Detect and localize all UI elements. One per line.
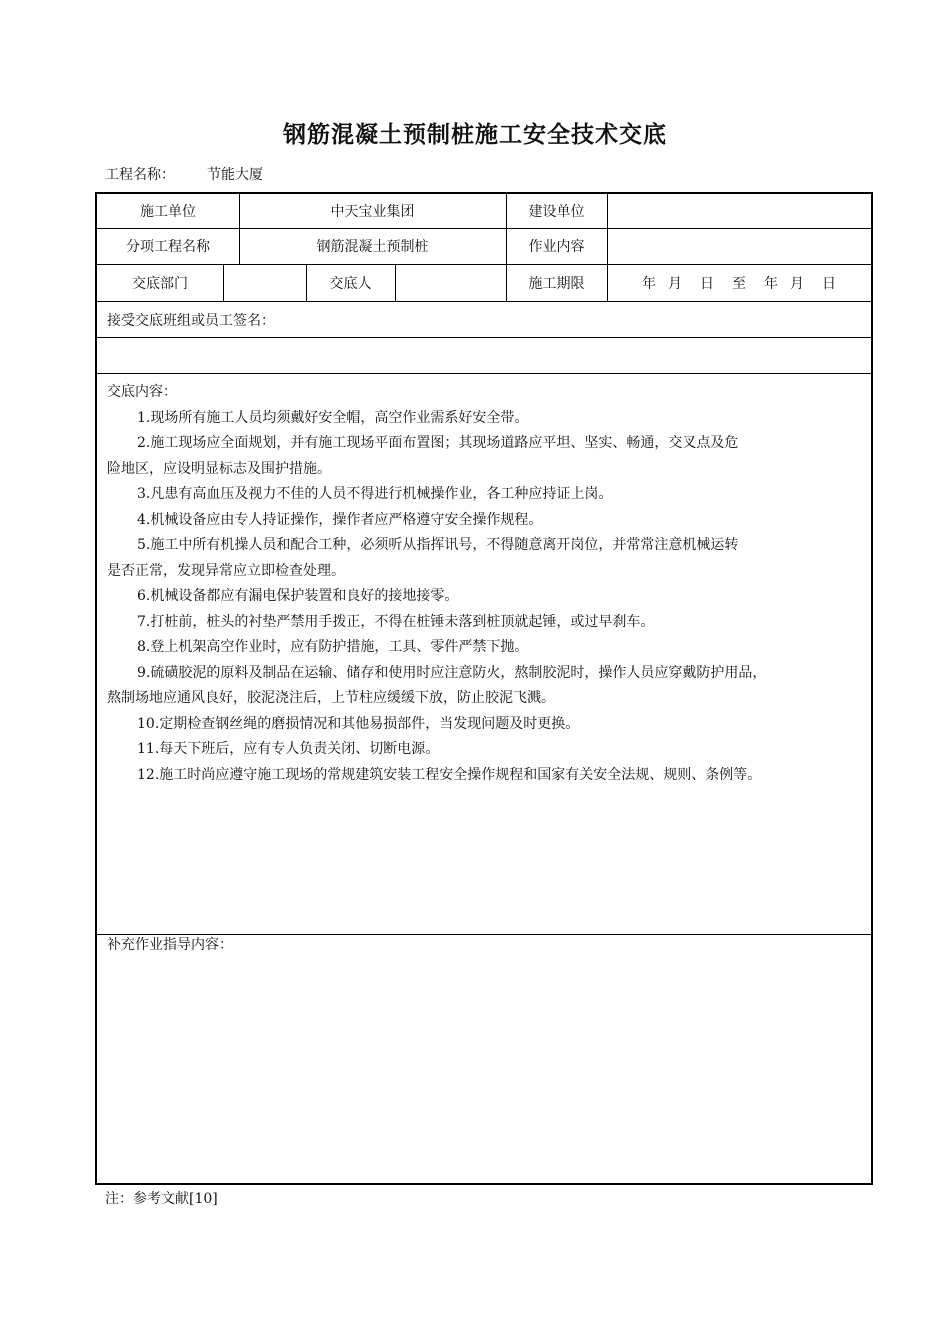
period-day-start: 日 <box>700 275 714 292</box>
content-item: 8.登上机架高空作业时，应有防护措施，工具、零件严禁下抛。 <box>137 639 529 655</box>
period-label: 施工期限 <box>528 275 585 292</box>
disclosure-content <box>107 380 867 788</box>
period-day-end: 日 <box>822 275 836 292</box>
content-item: 7.打桩前，桩头的衬垫严禁用手拨正，不得在桩锤未落到桩顶就起锤，或过早刹车。 <box>137 613 655 630</box>
content-item: 是否正常，发现异常应立即检查处理。 <box>107 562 345 579</box>
document-title: 钢筋混凝土预制桩施工安全技术交底 <box>283 121 667 148</box>
dept-value[interactable] <box>223 264 306 301</box>
period-to: 至 <box>732 275 746 292</box>
content-item: 5.施工中所有机操人员和配合工种，必须听从指挥讯号，不得随意离开岗位，并常常注意机械运转 <box>137 537 739 553</box>
period-year-start: 年 <box>642 275 656 292</box>
person-label: 交底人 <box>329 275 372 292</box>
content-item: 11.每天下班后，应有专人负责关闭、切断电源。 <box>137 741 440 757</box>
content-item: 10.定期检查钢丝绳的磨损情况和其他易损部件，当发现问题及时更换。 <box>137 715 580 732</box>
signature-label: 接受交底班组或员工签名： <box>107 313 275 329</box>
content-item: 险地区，应设明显标志及围护措施。 <box>107 460 331 477</box>
construction-unit-value: 中天宝业集团 <box>330 204 415 220</box>
content-item: 4.机械设备应由专人持证操作，操作者应严格遵守安全操作规程。 <box>137 511 543 528</box>
content-item: 12.施工时尚应遵守施工现场的常规建筑安装工程安全操作规程和国家有关安全法规、规则、条例等。 <box>137 766 762 783</box>
signature-area[interactable] <box>97 337 871 373</box>
supplement-label: 补充作业指导内容： <box>107 937 233 953</box>
content-item: 3.凡患有高血压及视力不佳的人员不得进行机械操作业，各工种应持证上岗。 <box>137 486 613 502</box>
content-item: 2.施工现场应全面规划，并有施工现场平面布置图；其现场道路应平坦、坚实、畅通，交叉点及危 <box>137 435 739 451</box>
dept-label: 交底部门 <box>132 275 188 292</box>
content-item: 6.机械设备都应有漏电保护装置和良好的接地接零。 <box>137 588 459 604</box>
project-name: 节能大厦 <box>207 167 263 183</box>
builder-value[interactable] <box>607 194 871 228</box>
content-label: 交底内容： <box>107 384 177 400</box>
project-line <box>105 164 263 184</box>
content-item: 1.现场所有施工人员均须戴好安全帽，高空作业需系好安全带。 <box>137 409 529 426</box>
content-item: 9.硫磺胶泥的原料及制品在运输、储存和使用时应注意防火，熬制胶泥时，操作人员应穿戴防护用品， <box>137 664 767 681</box>
content-item: 熬制场地应通风良好，胶泥浇注后，上节柱应缓缓下放，防止胶泥飞溅。 <box>107 690 555 706</box>
period-year-end: 年 <box>764 275 778 292</box>
subproject-value: 钢筋混凝土预制桩 <box>316 239 429 255</box>
construction-unit-label: 施工单位 <box>140 204 196 220</box>
row-divider <box>97 301 871 302</box>
work-content-label: 作业内容 <box>528 239 585 255</box>
footnote: 注：参考文献[10] <box>105 1191 218 1207</box>
project-label: 工程名称： <box>105 167 175 183</box>
work-content-value[interactable] <box>607 228 871 264</box>
period-month-start: 月 <box>668 275 682 292</box>
builder-label: 建设单位 <box>528 204 585 220</box>
period-month-end: 月 <box>790 275 804 292</box>
disclosure-table <box>95 192 873 1185</box>
subproject-label: 分项工程名称 <box>126 239 210 255</box>
person-value[interactable] <box>395 264 506 301</box>
period-value[interactable] <box>607 264 871 301</box>
row-divider <box>97 373 871 374</box>
